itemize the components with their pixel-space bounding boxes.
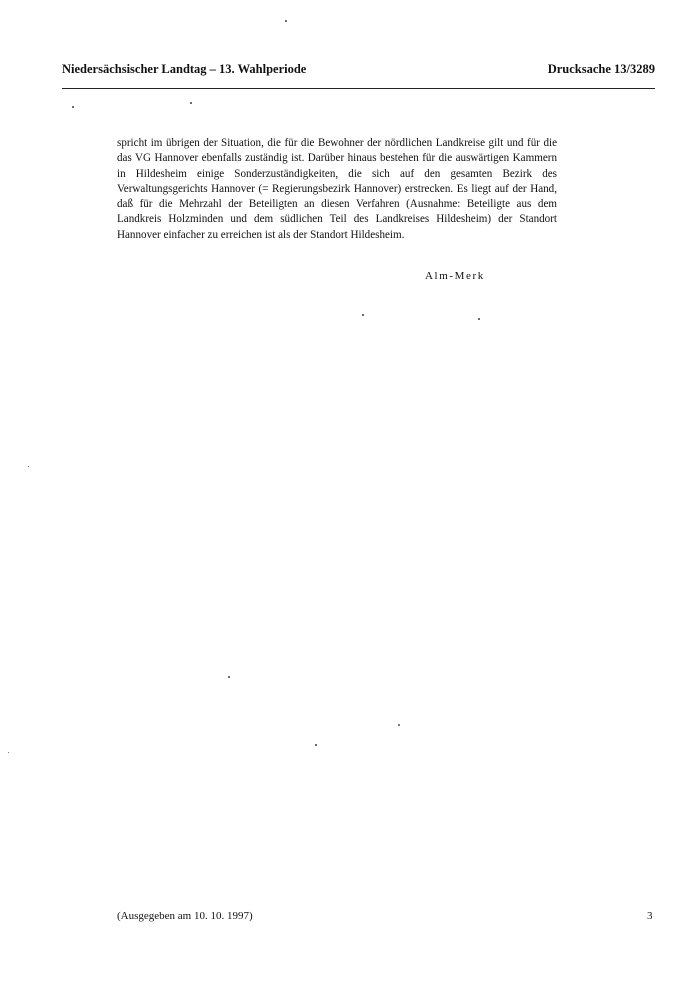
signature: Alm-Merk: [425, 270, 485, 282]
scan-speck: [315, 744, 317, 746]
scan-speck: [362, 314, 364, 316]
page-number: 3: [647, 910, 653, 922]
scan-speck: [190, 102, 192, 104]
scan-speck: [72, 106, 74, 108]
header-divider: [62, 88, 655, 89]
scan-speck: [285, 20, 287, 22]
header-parliament-title: Niedersächsischer Landtag – 13. Wahlperiode: [62, 62, 307, 76]
scan-speck: [228, 676, 230, 678]
header-document-number: Drucksache 13/3289: [547, 62, 655, 76]
issued-date: (Ausgegeben am 10. 10. 1997): [117, 910, 253, 922]
scan-speck: [398, 724, 400, 726]
scan-speck: [478, 318, 480, 320]
scan-speck: [8, 752, 9, 753]
scan-speck: [28, 466, 29, 467]
body-paragraph: spricht im übrigen der Situation, die für die Bewohner der nördlichen Landkreise gilt und für die das VG Hannover ebenfalls zuständig ist. Darüber hinaus bestehen für die auswärtigen Kammern in Hildesheim einige Sonderzuständigkeiten, die sich auf den gesamten Bezirk des Verwaltungsgerichts Hannover (= Regierungsbezirk Hannover) erstrecken. Es liegt auf der Hand, daß für die Mehrzahl der Beteiligten an diesen Verfahren (Ausnahme: Beteiligte aus dem Landkreis Holzminden und dem südlichen Teil des Landkreises Hildesheim) der Standort Hannover einfacher zu erreichen ist als der Standort Hildesheim.: [117, 137, 557, 241]
page-header: [62, 62, 655, 82]
